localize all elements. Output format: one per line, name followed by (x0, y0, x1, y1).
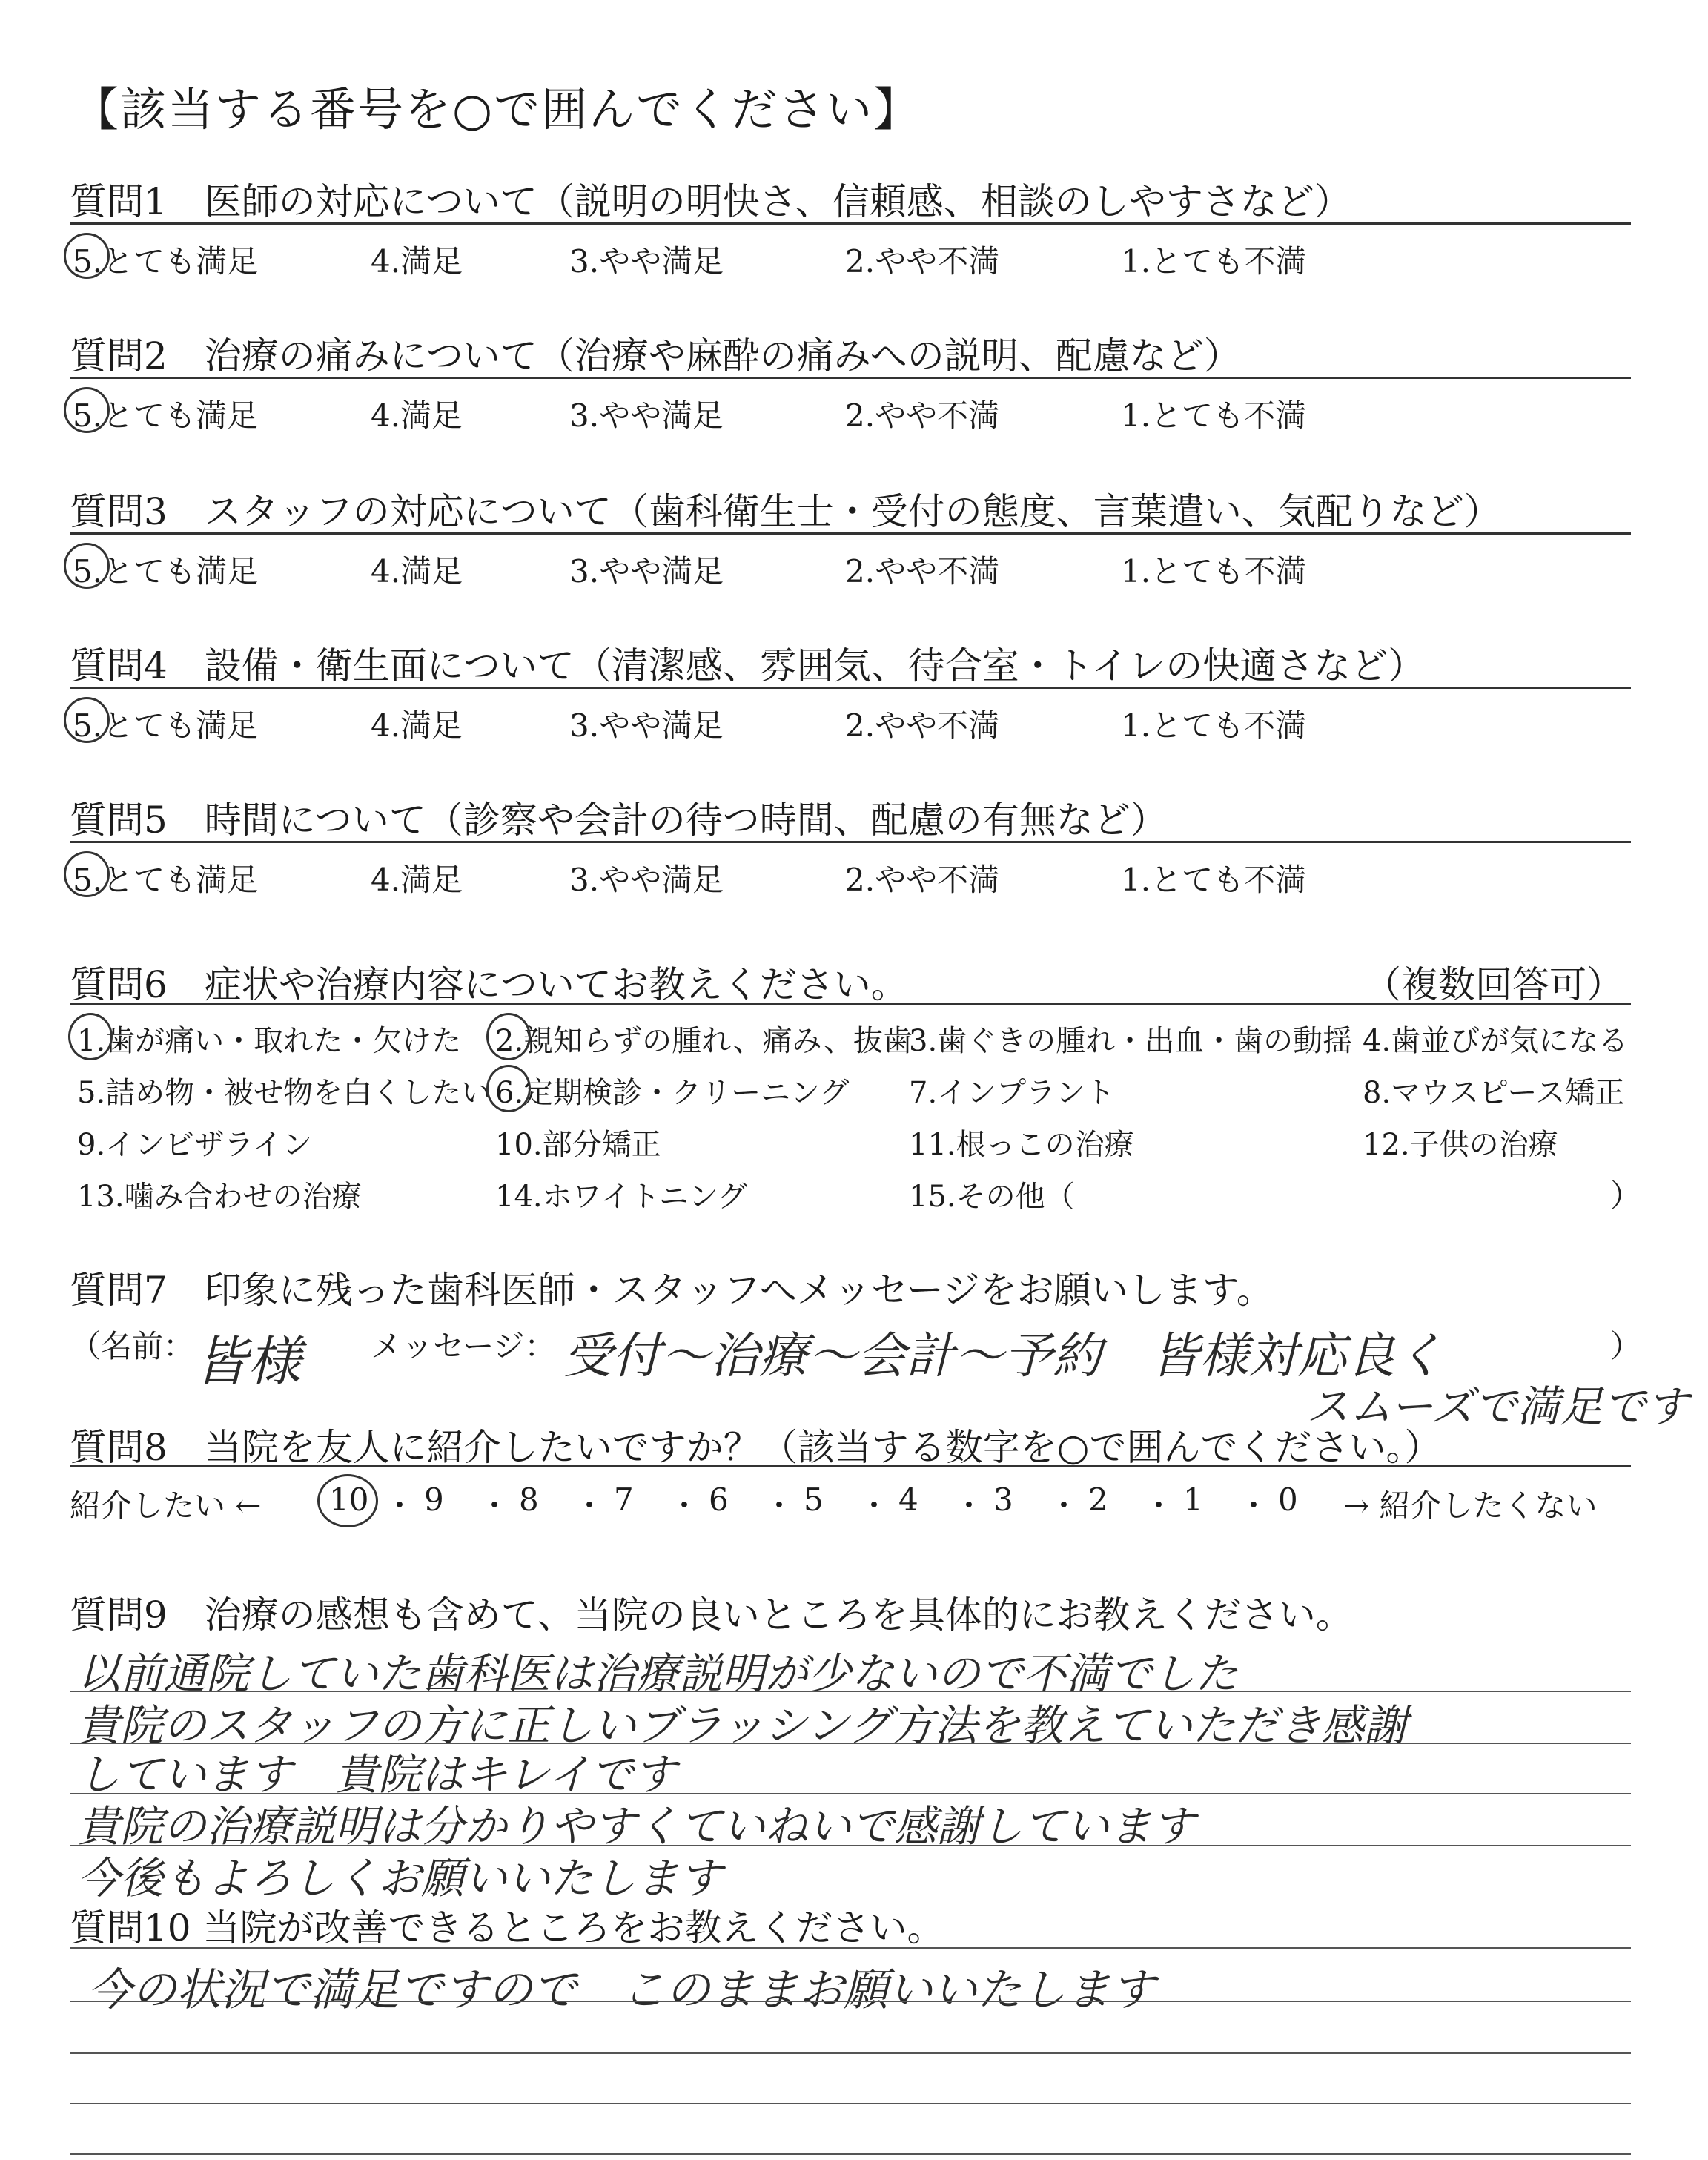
q8-scale-number: 0 (1278, 1482, 1298, 1518)
q8-scale-number: 6 (709, 1482, 729, 1518)
q9-writing-rule (70, 1691, 1631, 1692)
q3-option: 1.とても不満 (1121, 553, 1307, 589)
q4-selection-circle (64, 697, 110, 743)
q8-separator-dot: ・ (764, 1487, 795, 1524)
q6-option: 8.マウスピース矯正 (1363, 1076, 1625, 1110)
q6-note: （複数回答可） (1364, 963, 1623, 1006)
q10-title: 質問10 当院が改善できるところをお教えください。 (70, 1906, 944, 1949)
q7-close-paren: ） (1610, 1328, 1642, 1364)
q8-separator-dot: ・ (574, 1487, 606, 1524)
q3-option: 5.とても満足 (73, 553, 259, 589)
q3-option: 3.やや満足 (569, 553, 724, 589)
q8-right-label: → 紹介したくない (1343, 1487, 1598, 1524)
q6-option: 1.歯が痛い・取れた・欠けた (77, 1024, 462, 1058)
q6-option: 10.部分矯正 (495, 1128, 661, 1162)
q9-writing-rule (70, 1793, 1631, 1794)
q8-scale-number: 9 (424, 1482, 444, 1518)
q8-separator-dot: ・ (858, 1487, 890, 1524)
q3-selection-circle (64, 543, 110, 589)
q1-option: 1.とても不満 (1121, 243, 1307, 280)
q1-option: 4.満足 (371, 243, 463, 280)
q4-option: 2.やや不満 (845, 707, 1000, 744)
q8-separator-dot: ・ (1238, 1487, 1270, 1524)
q5-option: 1.とても不満 (1121, 862, 1307, 898)
q5-option: 2.やや不満 (845, 862, 1000, 898)
q5-option: 3.やや満足 (569, 862, 724, 898)
q10-answer-line: 今の状況で満足ですので このままお願いいたします (87, 1964, 1155, 2016)
q6-option: 3.歯ぐきの腫れ・出血・歯の動揺 (909, 1024, 1353, 1058)
q4-title: 質問4 設備・衛生面について（清潔感、雰囲気、待合室・トイレの快適さなど） (70, 644, 1426, 687)
q8-scale-number: 1 (1183, 1482, 1203, 1518)
q6-close-paren: ） (1610, 1178, 1642, 1214)
q2-underline (70, 377, 1631, 379)
q6-underline (70, 1003, 1631, 1005)
q4-option: 1.とても不満 (1121, 707, 1307, 744)
q8-left-label: 紹介したい ← (70, 1487, 262, 1524)
q9-writing-rule (70, 1743, 1631, 1744)
q6-selection-circle (486, 1065, 531, 1112)
q1-title: 質問1 医師の対応について（説明の明快さ、信頼感、相談のしやすさなど） (70, 180, 1351, 223)
q3-underline (70, 532, 1631, 535)
q8-selection-circle (317, 1474, 378, 1527)
form-header: 【該当する番号を○で囲んでください】 (73, 82, 921, 136)
q2-option: 1.とても不満 (1121, 397, 1307, 434)
q4-option: 3.やや満足 (569, 707, 724, 744)
q7-message-label: メッセージ： (371, 1328, 556, 1364)
q3-option: 2.やや不満 (845, 553, 1000, 589)
q2-title: 質問2 治療の痛みについて（治療や麻酔の痛みへの説明、配慮など） (70, 334, 1241, 377)
q2-option: 3.やや満足 (569, 397, 724, 434)
q5-option: 5.とても満足 (73, 862, 259, 898)
q6-option: 13.噛み合わせの治療 (77, 1180, 362, 1214)
q3-option: 4.満足 (371, 553, 463, 589)
q5-title: 質問5 時間について（診察や会計の待つ時間、配慮の有無など） (70, 799, 1168, 842)
q4-option: 5.とても満足 (73, 707, 259, 744)
q9-answer-line: 今後もよろしくお願いいたします (77, 1853, 723, 1903)
q1-option: 3.やや満足 (569, 243, 724, 280)
q1-selection-circle (64, 233, 110, 279)
q5-option: 4.満足 (371, 862, 463, 898)
q10-writing-rule (70, 2103, 1631, 2104)
q6-option: 7.インプラント (909, 1076, 1116, 1110)
q8-title: 質問8 当院を友人に紹介したいですか？（該当する数字を○で囲んでください。） (70, 1426, 1442, 1469)
q6-selection-circle (68, 1013, 113, 1060)
q1-option: 2.やや不満 (845, 243, 1000, 280)
q8-underline (70, 1465, 1631, 1467)
q7-name-handwriting: 皆様 (194, 1330, 302, 1393)
q8-separator-dot: ・ (384, 1487, 416, 1524)
q9-title: 質問9 治療の感想も含めて、当院の良いところを具体的にお教えください。 (70, 1593, 1353, 1636)
q3-title: 質問3 スタッフの対応について（歯科衛生士・受付の態度、言葉遣い、気配りなど） (70, 490, 1501, 533)
q8-scale-number: 8 (519, 1482, 539, 1518)
q7-message-handwriting-2: スムーズで満足です (1306, 1381, 1689, 1432)
q6-title: 質問6 症状や治療内容についてお教えください。 (70, 963, 908, 1006)
q1-underline (70, 222, 1631, 225)
q8-scale-number: 3 (993, 1482, 1013, 1518)
q6-option: 12.子供の治療 (1363, 1128, 1558, 1162)
q7-title: 質問7 印象に残った歯科医師・スタッフへメッセージをお願いします。 (70, 1269, 1274, 1312)
q6-option: 14.ホワイトニング (495, 1180, 748, 1214)
q4-option: 4.満足 (371, 707, 463, 744)
q8-scale-number: 4 (898, 1482, 918, 1518)
q5-underline (70, 841, 1631, 843)
q2-option: 4.満足 (371, 397, 463, 434)
q4-underline (70, 687, 1631, 689)
q10-writing-rule (70, 2153, 1631, 2155)
q6-option: 4.歯並びが気になる (1363, 1024, 1629, 1058)
q9-answer-line: しています 貴院はキレイです (77, 1749, 677, 1800)
q6-option: 2.親知らずの腫れ、痛み、抜歯 (495, 1024, 913, 1058)
q6-option: 9.インビザライン (77, 1128, 312, 1162)
q9-answer-line: 貴院の治療説明は分かりやすくていねいで感謝しています (77, 1801, 1196, 1852)
q2-option: 2.やや不満 (845, 397, 1000, 434)
q7-message-handwriting-1: 受付〜治療〜会計〜予約 皆様対応良く (563, 1327, 1444, 1384)
q8-separator-dot: ・ (1048, 1487, 1080, 1524)
q8-scale-number: 2 (1088, 1482, 1108, 1518)
q7-name-label: （名前： (70, 1328, 195, 1364)
q1-option: 5.とても満足 (73, 243, 259, 280)
q8-scale-number: 5 (804, 1482, 824, 1518)
q2-option: 5.とても満足 (73, 397, 259, 434)
q6-option: 11.根っこの治療 (909, 1128, 1134, 1162)
q8-separator-dot: ・ (1143, 1487, 1175, 1524)
q6-option: 15.その他（ (909, 1180, 1075, 1214)
q10-writing-rule (70, 2052, 1631, 2054)
q8-separator-dot: ・ (953, 1487, 985, 1524)
q8-scale-number: 10 (329, 1482, 369, 1518)
q8-separator-dot: ・ (479, 1487, 511, 1524)
q8-scale-number: 7 (614, 1482, 634, 1518)
q6-selection-circle (486, 1013, 531, 1060)
q6-option: 6.定期検診・クリーニング (495, 1076, 850, 1110)
q10-writing-rule (70, 2001, 1631, 2002)
q10-writing-rule (70, 1947, 1631, 1949)
q2-selection-circle (64, 387, 110, 433)
q6-option: 5.詰め物・被せ物を白くしたい (77, 1076, 491, 1110)
q5-selection-circle (64, 851, 110, 897)
q9-writing-rule (70, 1845, 1631, 1846)
q9-answer-line: 以前通院していた歯科医は治療説明が少ないので不満でした (77, 1648, 1239, 1699)
q9-answer-line: 貴院のスタッフの方に正しいブラッシング方法を教えていただき感謝 (77, 1700, 1408, 1751)
q8-separator-dot: ・ (669, 1487, 701, 1524)
